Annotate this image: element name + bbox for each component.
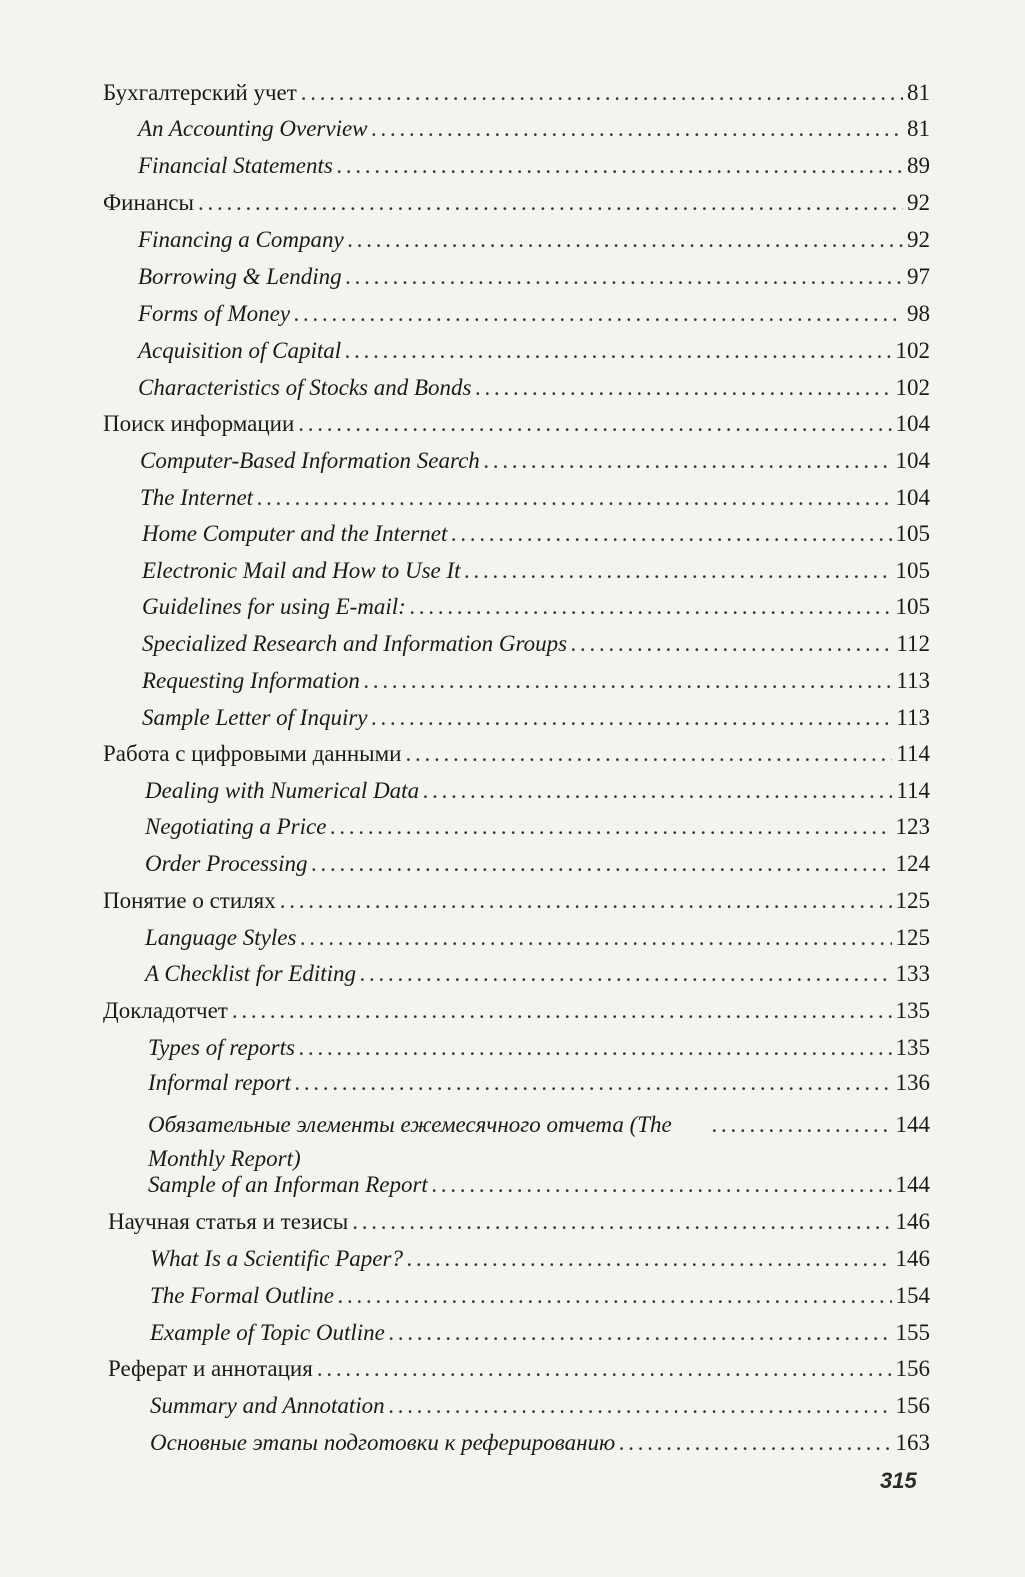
toc-page-number: 135 xyxy=(895,998,930,1023)
dot-leader xyxy=(346,262,903,292)
dot-leader xyxy=(571,629,892,659)
toc-subentry xyxy=(150,1281,930,1311)
toc-entry xyxy=(103,409,930,439)
dot-leader xyxy=(232,996,892,1026)
toc-page-number: 136 xyxy=(895,1070,930,1095)
toc-entry-title: Financing a Company xyxy=(138,227,344,252)
dot-leader xyxy=(295,1068,892,1098)
toc-subentry xyxy=(138,262,930,292)
toc-page-number: 163 xyxy=(895,1430,930,1455)
toc-entry-title: Forms of Money xyxy=(138,301,291,326)
dot-leader xyxy=(372,114,903,144)
dot-leader xyxy=(299,1033,892,1063)
toc-entry-title: Sample Letter of Inquiry xyxy=(142,705,368,730)
toc-page-number: 81 xyxy=(907,116,930,141)
toc-entry-title: Финансы xyxy=(103,190,194,215)
toc-page-number: 112 xyxy=(896,631,930,656)
toc-entry xyxy=(108,1207,930,1237)
toc-entry-title: Language Styles xyxy=(145,925,297,950)
dot-leader xyxy=(345,336,891,366)
toc-page-number: 92 xyxy=(907,190,930,215)
toc-subentry xyxy=(145,812,930,842)
toc-subentry xyxy=(145,923,930,953)
toc-page-number: 133 xyxy=(895,961,930,986)
toc-page-number: 98 xyxy=(907,301,930,326)
toc-entry-title: Negotiating a Price xyxy=(145,814,327,839)
toc-page-number: 113 xyxy=(896,668,930,693)
toc-entry-title: Computer-Based Information Search xyxy=(140,448,480,473)
toc-subentry xyxy=(138,373,930,403)
toc-entry-title: Informal report xyxy=(148,1070,291,1095)
toc-page-number: 146 xyxy=(895,1209,930,1234)
toc-page-number: 144 xyxy=(895,1172,930,1197)
toc-entry xyxy=(103,78,930,108)
toc-page-number: 92 xyxy=(907,227,930,252)
toc-entry-title: Понятие о стилях xyxy=(103,888,276,913)
toc-page-number: 155 xyxy=(895,1320,930,1345)
dot-leader xyxy=(432,1170,892,1200)
toc-page-number: 104 xyxy=(895,485,930,510)
page-number: 315 xyxy=(880,1468,917,1493)
toc-subentry xyxy=(138,151,930,181)
toc-entry xyxy=(108,1354,930,1384)
dot-leader xyxy=(352,1207,891,1237)
dot-leader xyxy=(294,299,903,329)
toc-entry-title: Types of reports xyxy=(148,1035,295,1060)
toc-subentry xyxy=(145,849,930,879)
dot-leader xyxy=(360,959,891,989)
toc-entry-title: Работа с цифровыми данными xyxy=(103,741,402,766)
toc-entry-title: Summary and Annotation xyxy=(150,1393,385,1418)
dot-leader xyxy=(389,1391,892,1421)
toc-entry-title: Borrowing & Lending xyxy=(138,264,342,289)
dot-leader xyxy=(298,409,891,439)
toc-entry xyxy=(103,886,930,916)
toc-subentry xyxy=(142,556,930,586)
toc-entry-title: Example of Topic Outline xyxy=(150,1320,385,1345)
toc-subentry xyxy=(142,703,930,733)
toc-subentry xyxy=(150,1391,930,1421)
toc-page-number: 156 xyxy=(895,1356,930,1381)
dot-leader xyxy=(198,188,903,218)
dot-leader xyxy=(465,556,892,586)
toc-page-number: 105 xyxy=(895,558,930,583)
dot-leader xyxy=(280,886,892,916)
toc-entry-title: An Accounting Overview xyxy=(138,116,368,141)
toc-page-number: 102 xyxy=(895,338,930,363)
toc-subentry xyxy=(148,1170,930,1200)
toc-subentry xyxy=(150,1244,930,1274)
toc-subentry xyxy=(142,519,930,549)
toc-entry-title: Characteristics of Stocks and Bonds xyxy=(138,375,472,400)
toc-entry-title: Научная статья и тезисы xyxy=(108,1209,349,1234)
toc-page-number: 105 xyxy=(895,594,930,619)
toc-entry-title: Specialized Research and Information Groups xyxy=(142,631,568,656)
toc-entry-title: Бухгалтерский учет xyxy=(103,80,297,105)
toc-entry-title: Основные этапы подготовки к реферированию xyxy=(150,1430,616,1455)
toc-subentry xyxy=(140,446,930,476)
dot-leader xyxy=(405,739,892,769)
toc-entry-title: Обязательные элементы ежемесячного отчета (The Monthly Report) xyxy=(148,1112,672,1171)
toc-entry-title: Acquisition of Capital xyxy=(138,338,342,363)
toc-entry-title: Докладотчет xyxy=(103,998,228,1023)
dot-leader xyxy=(348,225,903,255)
toc-entry-title: Requesting Information xyxy=(142,668,360,693)
dot-leader xyxy=(372,703,893,733)
toc-entry xyxy=(103,188,930,218)
toc-page-number: 114 xyxy=(896,741,930,766)
toc-entry-title: Sample of an Informan Report xyxy=(148,1172,428,1197)
dot-leader xyxy=(451,519,891,549)
toc-entry-title: What Is a Scientific Paper? xyxy=(150,1246,403,1271)
toc-page-number: 114 xyxy=(896,778,930,803)
dot-leader xyxy=(364,666,893,696)
toc-entry-title: A Checklist for Editing xyxy=(145,961,357,986)
toc-subentry xyxy=(150,1318,930,1348)
toc-entry-title: Order Processing xyxy=(145,851,308,876)
toc-page-number: 113 xyxy=(896,705,930,730)
toc-page-number: 97 xyxy=(907,264,930,289)
dot-leader xyxy=(300,923,891,953)
toc-subentry xyxy=(148,1033,930,1063)
toc-entry-title: Home Computer and the Internet xyxy=(142,521,448,546)
toc-page-number: 156 xyxy=(895,1393,930,1418)
dot-leader xyxy=(475,373,891,403)
toc-subentry xyxy=(145,776,930,806)
toc-page-number: 102 xyxy=(895,375,930,400)
toc-page-number: 89 xyxy=(907,153,930,178)
toc-subentry xyxy=(142,629,930,659)
toc-subentry xyxy=(138,114,930,144)
toc-page-number: 146 xyxy=(895,1246,930,1271)
toc-subentry xyxy=(142,592,930,622)
toc-subentry xyxy=(138,336,930,366)
toc-subentry xyxy=(148,1068,930,1098)
dot-leader xyxy=(389,1318,892,1348)
dot-leader xyxy=(337,151,903,181)
toc-entry xyxy=(103,739,930,769)
toc-subentry xyxy=(140,483,930,513)
toc-page-number: 104 xyxy=(895,411,930,436)
dot-leader xyxy=(423,776,892,806)
toc-entry xyxy=(103,996,930,1026)
toc-page-number: 125 xyxy=(895,888,930,913)
dot-leader xyxy=(317,1354,892,1384)
toc-page-number: 123 xyxy=(895,814,930,839)
toc-subentry xyxy=(145,959,930,989)
dot-leader xyxy=(330,812,891,842)
dot-leader xyxy=(484,446,892,476)
toc-entry-title: Electronic Mail and How to Use It xyxy=(142,558,461,583)
toc-entry-title: The Internet xyxy=(140,485,254,510)
toc-page-number: 124 xyxy=(895,851,930,876)
toc-entry-title: Financial Statements xyxy=(138,153,333,178)
toc-entry-title: Dealing with Numerical Data xyxy=(145,778,420,803)
dot-leader xyxy=(410,592,892,622)
toc-page-number: 81 xyxy=(907,80,930,105)
dot-leader xyxy=(712,1110,892,1140)
toc-entry-title: Реферат и аннотация xyxy=(108,1356,313,1381)
toc-page-number: 125 xyxy=(895,925,930,950)
toc-page-number: 154 xyxy=(895,1283,930,1308)
toc-subentry xyxy=(138,225,930,255)
dot-leader xyxy=(407,1244,892,1274)
toc-page-number: 104 xyxy=(895,448,930,473)
toc-subentry xyxy=(150,1428,930,1458)
toc-entry-title: The Formal Outline xyxy=(150,1283,334,1308)
toc-subentry xyxy=(138,299,930,329)
toc-entry-title: Guidelines for using E-mail: xyxy=(142,594,406,619)
toc-entry-title: Поиск информации xyxy=(103,411,295,436)
toc-page-number: 105 xyxy=(895,521,930,546)
dot-leader xyxy=(619,1428,891,1458)
dot-leader xyxy=(257,483,891,513)
dot-leader xyxy=(338,1281,892,1311)
toc-page-number: 144 xyxy=(895,1112,930,1137)
toc-subentry xyxy=(142,666,930,696)
toc-subentry xyxy=(148,1108,930,1176)
dot-leader xyxy=(301,78,903,108)
dot-leader xyxy=(311,849,891,879)
toc-page-number: 135 xyxy=(895,1035,930,1060)
